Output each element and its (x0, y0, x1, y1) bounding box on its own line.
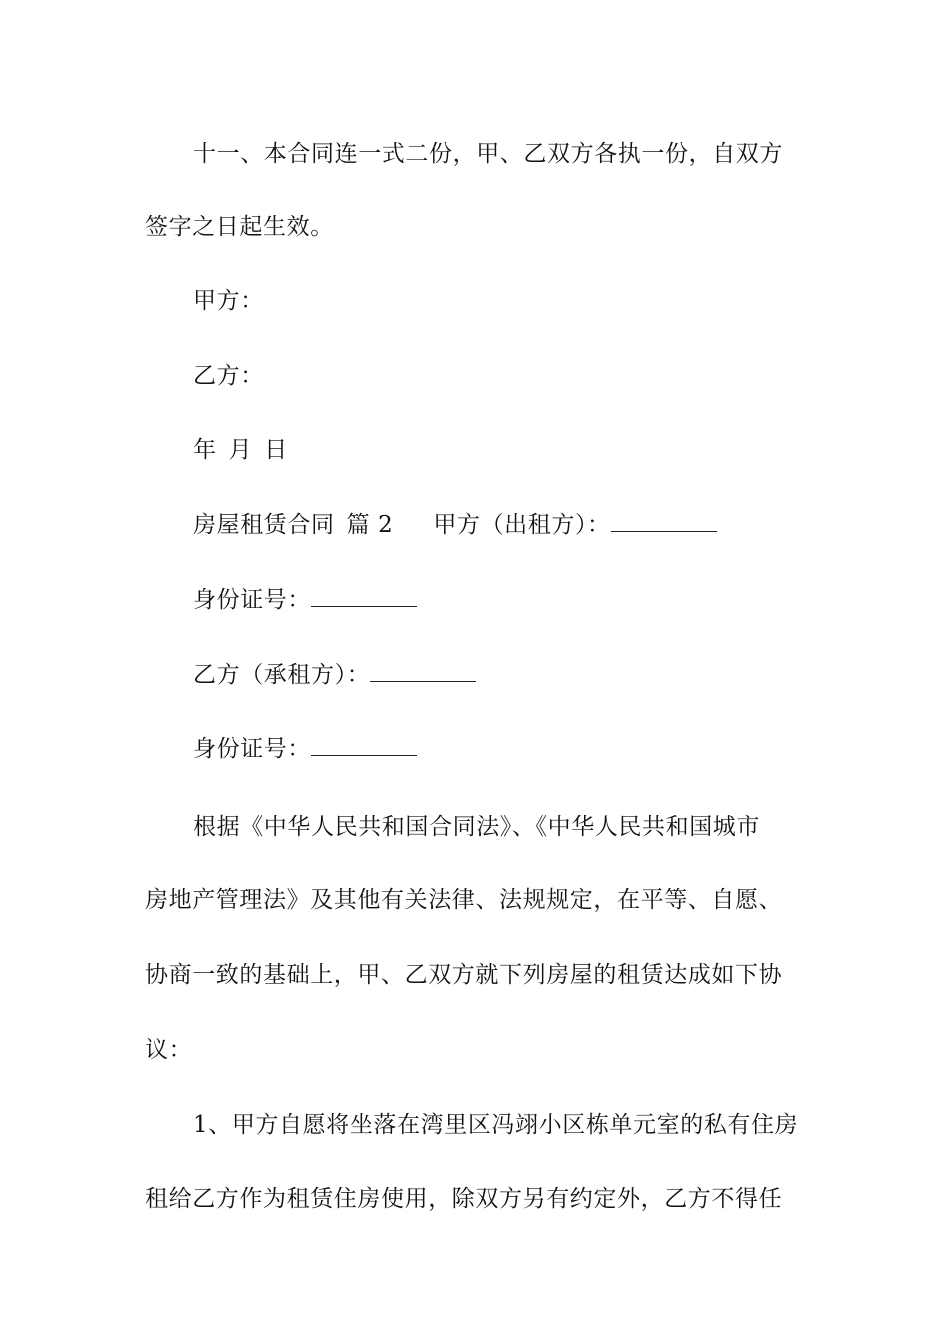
contract-2-part: 篇 2 (346, 512, 394, 538)
contract-2-title: 房屋租赁合同 (193, 512, 335, 538)
party-a-signature-label: 甲方： (193, 288, 264, 314)
lessor-id-label: 身份证号： (193, 587, 311, 613)
legal-basis-line-3: 协商一致的基础上，甲、乙双方就下列房屋的租赁达成如下协 (145, 962, 783, 988)
lessor-id-blank (311, 586, 417, 607)
clause-1-line-1: 1、甲方自愿将坐落在湾里区冯翊小区栋单元室的私有住房 (193, 1112, 799, 1138)
date-month-label: 月 (228, 437, 253, 463)
legal-basis-line-4: 议： (145, 1037, 193, 1063)
contract-2-heading-line (193, 510, 858, 540)
clause-11-line-2: 签字之日起生效。 (145, 214, 334, 240)
lessor-name-blank (611, 511, 717, 532)
date-day-label: 日 (264, 437, 288, 463)
lessee-id-blank (311, 735, 417, 756)
lessee-id-line (193, 734, 858, 764)
lessee-line (193, 660, 858, 690)
signature-date (193, 435, 858, 465)
lessee-name-blank (370, 661, 476, 682)
lessor-label: 甲方（出租方）： (433, 512, 611, 538)
date-year-label: 年 (193, 437, 217, 463)
lessee-label: 乙方（承租方）： (193, 662, 371, 688)
clause-1-line-2: 租给乙方作为租赁住房使用，除双方另有约定外，乙方不得任 (145, 1186, 783, 1212)
party-b-signature-label: 乙方： (193, 363, 264, 389)
clause-11-line-1: 十一、本合同连一式二份，甲、乙双方各执一份，自双方 (193, 141, 783, 167)
lessor-id-line (193, 585, 858, 615)
legal-basis-line-1: 根据《中华人民共和国合同法》、《中华人民共和国城市 (193, 814, 760, 840)
lessee-id-label: 身份证号： (193, 736, 311, 762)
legal-basis-line-2: 房地产管理法》及其他有关法律、法规规定，在平等、自愿、 (145, 887, 783, 913)
